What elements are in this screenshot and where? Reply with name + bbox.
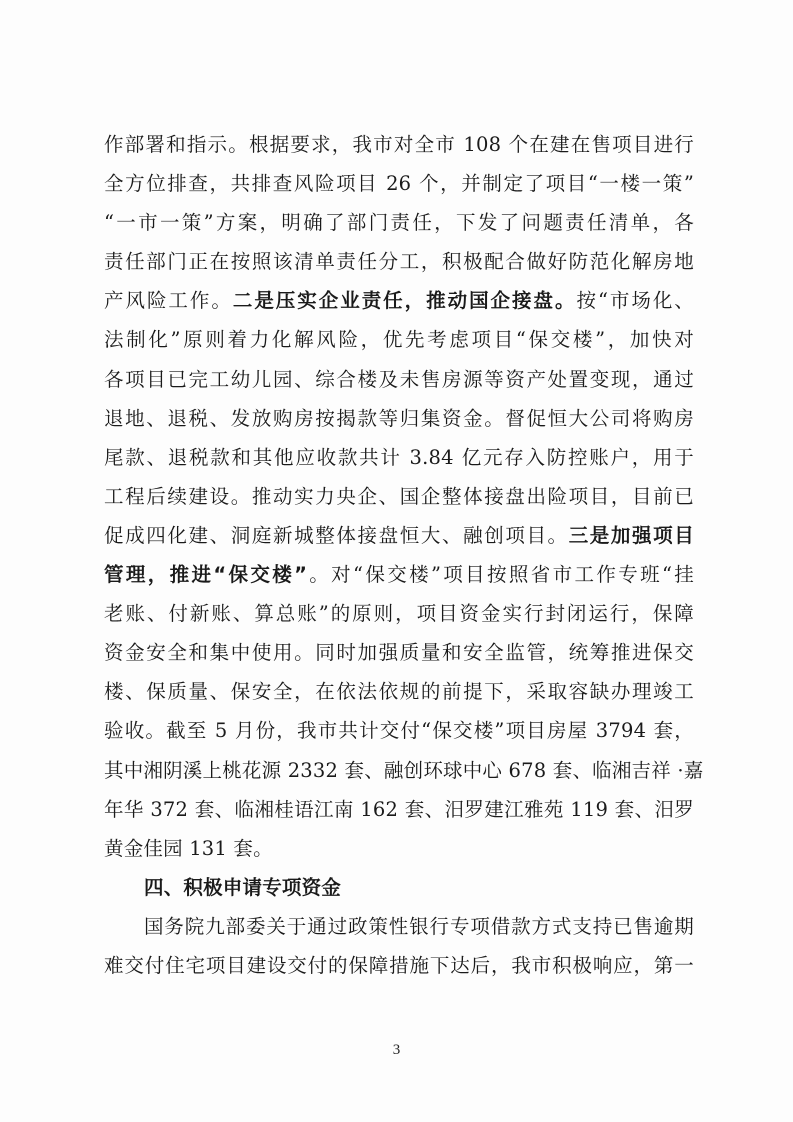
- paragraph-line: [104, 907, 694, 946]
- paragraph-line: [104, 477, 694, 516]
- text-run: 责任部门正在按照该清单责任分工，积极配合做好防范化解房地: [104, 250, 694, 274]
- paragraph-line: [104, 164, 694, 203]
- paragraph-line: [104, 516, 694, 555]
- bold-emphasis: 三是加强项目: [568, 523, 694, 547]
- text-run: 黄金佳园 131 套。: [104, 836, 273, 860]
- text-run: 国务院九部委关于通过政策性银行专项借款方式支持已售逾期: [144, 914, 694, 938]
- paragraph-line: [104, 125, 694, 164]
- paragraph-line: [104, 320, 694, 359]
- paragraph-line: [104, 711, 694, 750]
- paragraph-line: [104, 281, 694, 320]
- text-run: 尾款、退税款和其他应收款共计 3.84 亿元存入防控账户，用于: [104, 445, 694, 469]
- text-run: 其中湘阴溪上桃花源 2332 套、融创环球中心 678 套、临湘吉祥 ·嘉: [104, 758, 704, 782]
- text-run: 促成四化建、洞庭新城整体接盘恒大、融创项目。: [104, 523, 569, 547]
- paragraph-line: [104, 399, 694, 438]
- text-run: 楼、保质量、保安全，在依法依规的前提下，采取容缺办理竣工: [104, 680, 694, 704]
- document-body: [104, 125, 704, 985]
- text-run: 法制化”原则着力化解风险，优先考虑项目“保交楼”，加快对: [104, 328, 694, 352]
- paragraph-line: [104, 633, 694, 672]
- text-run: 各项目已完工幼儿园、综合楼及未售房源等资产处置变现，通过: [104, 367, 694, 391]
- paragraph-line: [104, 438, 694, 477]
- section-heading: 四、积极申请专项资金: [144, 875, 342, 899]
- bold-emphasis: 二是压实企业责任，推动国企接盘。: [232, 289, 577, 313]
- text-run: 老账、付新账、算总账”的原则，项目资金实行封闭运行，保障: [104, 602, 694, 626]
- paragraph-line: [104, 829, 694, 868]
- paragraph-line: [104, 790, 694, 829]
- bold-emphasis: 管理，推进“保交楼”: [104, 563, 308, 587]
- text-run: 退地、退税、发放购房按揭款等归集资金。督促恒大公司将购房: [104, 406, 694, 430]
- text-run: 全方位排查，共排查风险项目 26 个，并制定了项目“一楼一策”: [104, 172, 694, 196]
- text-run: 。对“保交楼”项目按照省市工作专班“挂: [307, 563, 694, 587]
- paragraph-line: [104, 242, 694, 281]
- text-run: 难交付住宅项目建设交付的保障措施下达后，我市积极响应，第一: [104, 953, 694, 977]
- paragraph-line: [104, 594, 694, 633]
- paragraph-line: [104, 555, 694, 594]
- text-run: 资金安全和集中使用。同时加强质量和安全监管，统筹推进保交: [104, 641, 694, 665]
- text-run: 验收。截至 5 月份，我市共计交付“保交楼”项目房屋 3794 套，: [104, 719, 694, 743]
- page-number: 3: [392, 1042, 401, 1058]
- paragraph-line: [104, 751, 704, 790]
- paragraph-line: [104, 672, 694, 711]
- paragraph-line: [104, 360, 694, 399]
- paragraph-line: [104, 946, 694, 985]
- text-run: 作部署和指示。根据要求，我市对全市 108 个在建在售项目进行: [104, 133, 694, 156]
- text-run: “一市一策”方案，明确了部门责任，下发了问题责任清单，各: [104, 211, 694, 235]
- text-run: 按“市场化、: [576, 289, 695, 313]
- text-run: 年华 372 套、临湘桂语江南 162 套、汨罗建江雅苑 119 套、汨罗: [104, 797, 694, 821]
- text-run: 工程后续建设。推动实力央企、国企整体接盘出险项目，目前已: [104, 484, 694, 508]
- paragraph-line: [104, 203, 694, 242]
- text-run: 产风险工作。: [104, 289, 233, 313]
